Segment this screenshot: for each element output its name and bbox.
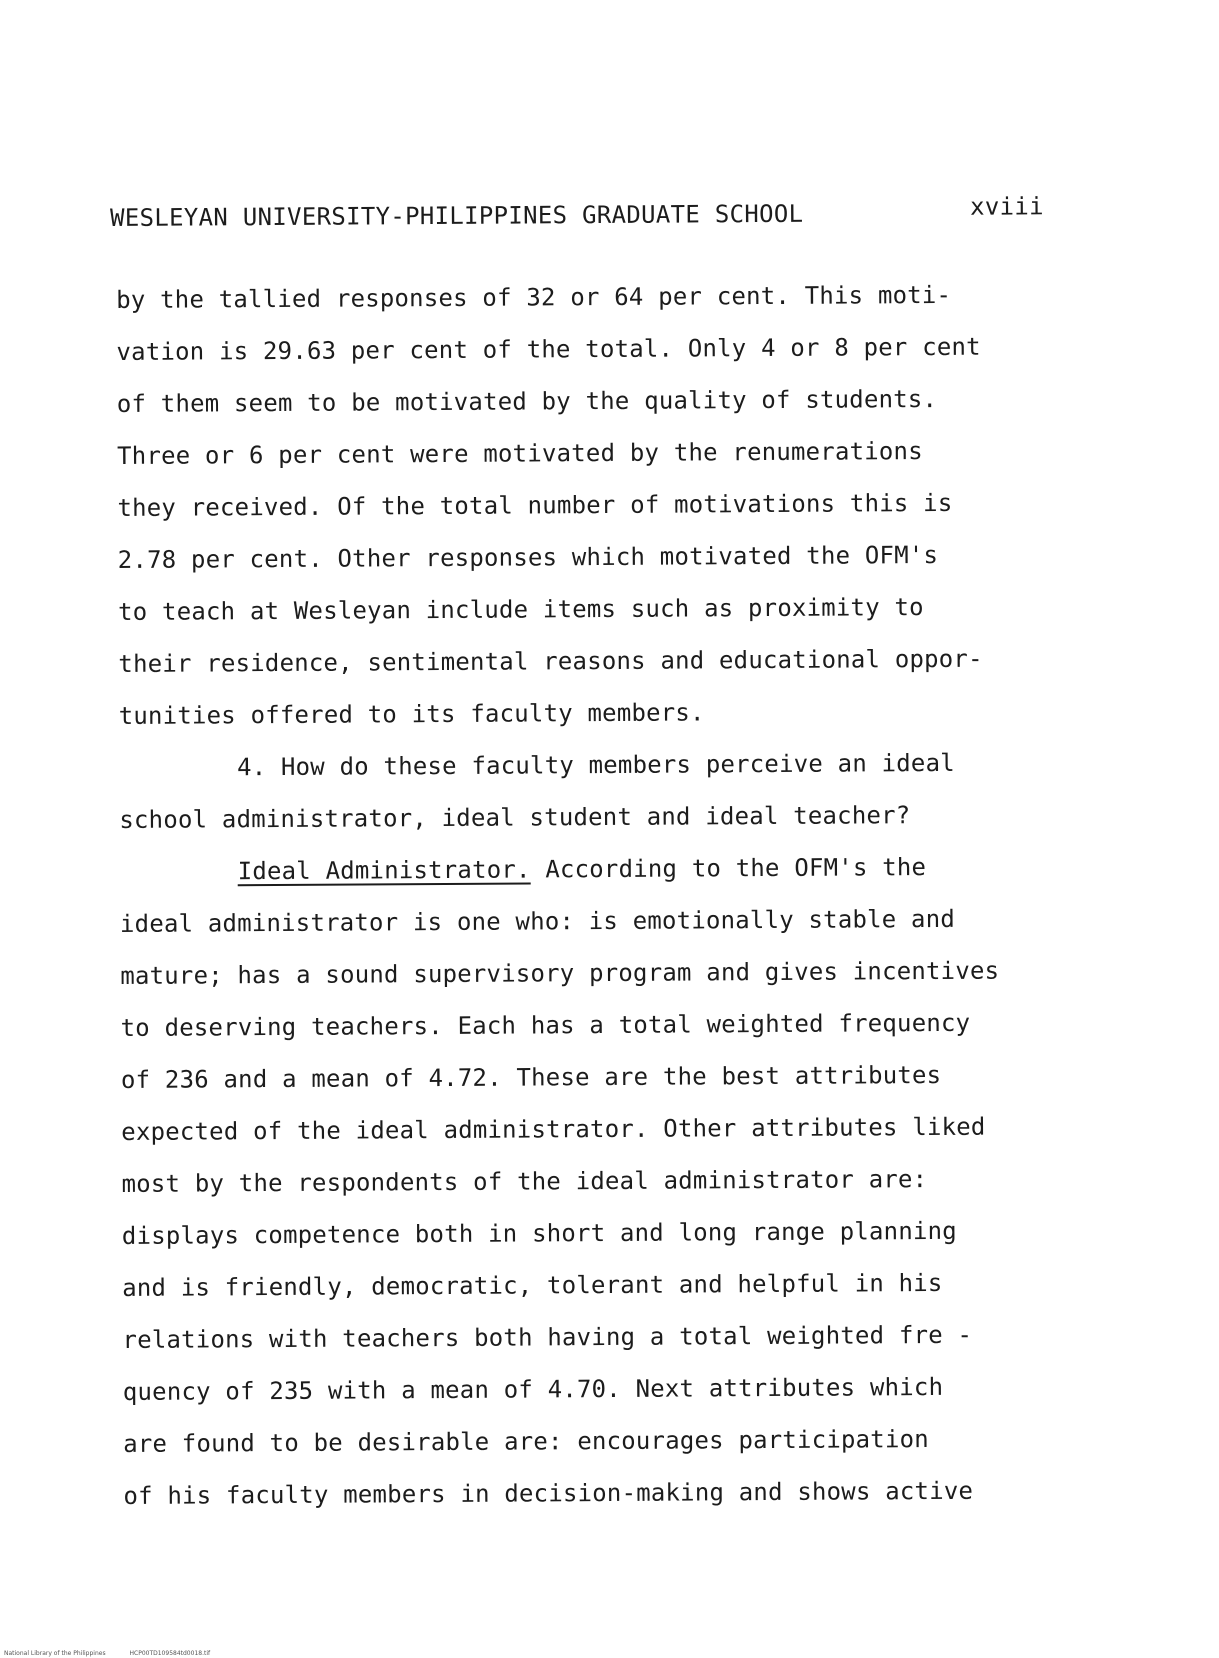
text-line: they received. Of the total number of motivations this is xyxy=(117,488,953,522)
text-line: to teach at Wesleyan include items such as proximity to xyxy=(117,593,924,626)
text-line: 2.78 per cent. Other responses which motivated the OFM's xyxy=(117,540,939,574)
text-line: ideal administrator is one who: is emotionally stable and xyxy=(119,904,956,938)
text-line: Three or 6 per cent were motivated by the renumerations xyxy=(117,437,923,470)
text-line: and is friendly, democratic, tolerant and helpful in his xyxy=(122,1268,943,1302)
text-line: displays competence both in short and long range planning xyxy=(121,1216,957,1250)
text-line: by the tallied responses of 32 or 64 per cent. This moti- xyxy=(116,280,952,314)
text-line: mature; has a sound supervisory program and gives incentives xyxy=(120,956,1000,990)
text-line: of his faculty members in decision-making and shows active xyxy=(123,1476,974,1510)
text-line: most by the respondents of the ideal administrator are: xyxy=(121,1165,928,1198)
library-credit: National Library of the Philippines xyxy=(4,1650,106,1657)
page-number: xviii xyxy=(969,192,1044,221)
text-line: are found to be desirable are: encourages participation xyxy=(123,1425,929,1458)
text-line: of them seem to be motivated by the quality of students. xyxy=(116,384,938,418)
body-text xyxy=(116,268,1084,1522)
subheading-line xyxy=(119,840,1079,898)
scan-file-id: HCP00TD109584td0018.tif xyxy=(129,1650,211,1657)
section-subheading: Ideal Administrator. xyxy=(237,855,531,886)
text-line: vation is 29.63 per cent of the total. Only 4 or 8 per cent xyxy=(116,332,981,366)
text-line: their residence, sentimental reasons and educational oppor- xyxy=(118,644,983,678)
text-line: relations with teachers both having a total weighted fre - xyxy=(122,1320,973,1354)
text-line: quency of 235 with a mean of 4.70. Next attributes which xyxy=(122,1372,944,1406)
institution-title: WESLEYAN UNIVERSITY-PHILIPPINES GRADUATE SCHOOL xyxy=(110,199,804,232)
text-line: tunities offered to its faculty members. xyxy=(118,698,705,730)
scan-footer xyxy=(4,1650,232,1657)
text-line: to deserving teachers. Each has a total weighted frequency xyxy=(120,1008,971,1042)
subheading-continuation: According to the OFM's the xyxy=(530,853,927,884)
question-line: 4. How do these faculty members perceive an ideal xyxy=(236,748,955,782)
page-header xyxy=(110,192,1050,238)
text-line: school administrator, ideal student and ideal teacher? xyxy=(119,801,911,834)
text-line: expected of the ideal administrator. Other attributes liked xyxy=(121,1112,986,1146)
text-line: of 236 and a mean of 4.72. These are the best attributes xyxy=(120,1060,942,1094)
